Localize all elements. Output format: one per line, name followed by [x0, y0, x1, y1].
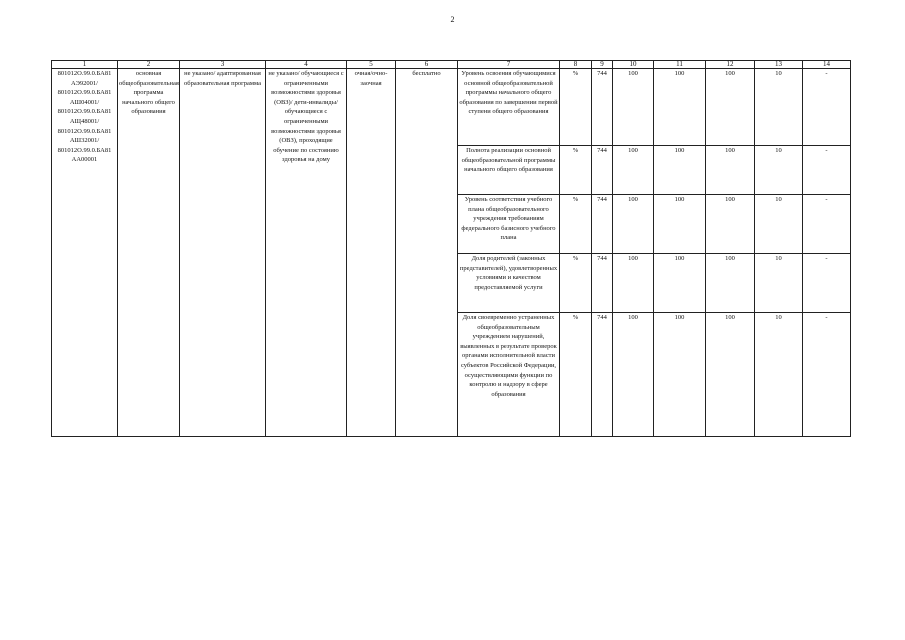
indicator-cell: Полнота реализации основной общеобразовательной программы начального общего образования [458, 146, 560, 195]
okei-code-cell: 744 [592, 195, 613, 254]
column-number: 8 [560, 61, 592, 69]
indicator-cell: Доля родителей (законных представителей), удовлетворенных условиями и качеством предоставляемой услуги [458, 254, 560, 313]
deviation-cell: 10 [755, 69, 803, 146]
okei-code-cell: 744 [592, 254, 613, 313]
value-cell: 100 [706, 69, 755, 146]
value-cell: 100 [613, 146, 654, 195]
column-number: 11 [654, 61, 706, 69]
dash-cell: - [803, 195, 851, 254]
study-form-cell: очная/очно-заочная [347, 69, 396, 437]
column-number: 6 [396, 61, 458, 69]
registry-codes-cell: 801012О.99.0.БА81 АЭ92001/ 801012О.99.0.БА81 АШ04001/ 801012О.99.0.БА81 АЩ48001/ 801012О.99.0.БА81 АШ32001/ 801012О.99.0.БА81 АА00001 [52, 69, 118, 437]
dash-cell: - [803, 69, 851, 146]
value-cell: 100 [706, 195, 755, 254]
indicator-cell: Уровень соответствия учебного плана общеобразовательного учреждения требованиям федерального базисного учебного плана [458, 195, 560, 254]
okei-code-cell: 744 [592, 146, 613, 195]
deviation-cell: 10 [755, 195, 803, 254]
dash-cell: - [803, 254, 851, 313]
column-number-row [52, 61, 851, 69]
column-number: 2 [118, 61, 180, 69]
program-type-cell: не указано/ адаптированная образовательная программа [180, 69, 266, 437]
dash-cell: - [803, 313, 851, 437]
column-number: 3 [180, 61, 266, 69]
value-cell: 100 [654, 313, 706, 437]
value-cell: 100 [613, 313, 654, 437]
service-quality-table [51, 60, 851, 437]
unit-cell: % [560, 69, 592, 146]
column-number: 5 [347, 61, 396, 69]
value-cell: 100 [654, 195, 706, 254]
column-number: 10 [613, 61, 654, 69]
value-cell: 100 [706, 146, 755, 195]
deviation-cell: 10 [755, 313, 803, 437]
value-cell: 100 [613, 254, 654, 313]
indicator-cell: Доля своевременно устраненных общеобразовательным учреждением нарушений, выявленных в результате проверок органами исполнительной власти субъектов Российской Федерации, осуществляющими функции по контролю и надзору в сфере образования [458, 313, 560, 437]
value-cell: 100 [706, 313, 755, 437]
okei-code-cell: 744 [592, 69, 613, 146]
program-cell: основная общеобразовательная программа начального общего образования [118, 69, 180, 437]
column-number: 12 [706, 61, 755, 69]
student-category-cell: не указано/ обучающиеся с ограниченными возможностями здоровья (ОВЗ)/ дети-инвалиды/ обучающиеся с ограниченными возможностями здоровья (ОВЗ), проходящие обучение по состоянию здоровья на дому [266, 69, 347, 437]
table-row [52, 69, 851, 146]
value-cell: 100 [706, 254, 755, 313]
column-number: 13 [755, 61, 803, 69]
deviation-cell: 10 [755, 254, 803, 313]
unit-cell: % [560, 195, 592, 254]
page-number: 2 [450, 15, 455, 24]
column-number: 1 [52, 61, 118, 69]
column-number: 7 [458, 61, 560, 69]
indicator-cell: Уровень освоения обучающимися основной общеобразовательной программы начального общего образования по завершении первой ступени общего образования [458, 69, 560, 146]
payment-cell: бесплатно [396, 69, 458, 437]
column-number: 14 [803, 61, 851, 69]
unit-cell: % [560, 254, 592, 313]
unit-cell: % [560, 146, 592, 195]
okei-code-cell: 744 [592, 313, 613, 437]
value-cell: 100 [654, 146, 706, 195]
dash-cell: - [803, 146, 851, 195]
column-number: 4 [266, 61, 347, 69]
column-number: 9 [592, 61, 613, 69]
value-cell: 100 [654, 69, 706, 146]
value-cell: 100 [613, 69, 654, 146]
value-cell: 100 [613, 195, 654, 254]
value-cell: 100 [654, 254, 706, 313]
unit-cell: % [560, 313, 592, 437]
deviation-cell: 10 [755, 146, 803, 195]
